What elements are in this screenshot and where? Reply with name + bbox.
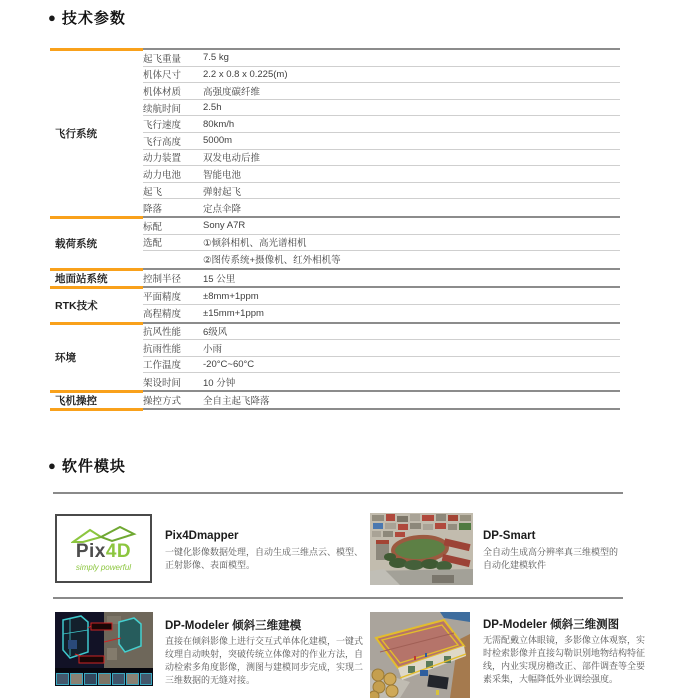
spec-param-label: 控制半径 xyxy=(143,274,182,286)
spec-value: 定点伞降 xyxy=(203,203,242,215)
spec-value: 6级风 xyxy=(203,327,228,339)
spec-value: Sony A7R xyxy=(203,220,246,232)
spec-value: ±15mm+1ppm xyxy=(203,307,264,319)
dp-modeler-mapping-image xyxy=(370,612,470,698)
spec-row xyxy=(143,324,620,341)
software-title: DP-Modeler 倾斜三维建模 xyxy=(165,620,302,632)
bullet-icon: ● xyxy=(48,458,56,473)
spec-param-label: 机体尺寸 xyxy=(143,70,182,82)
spec-param-label: 续航时间 xyxy=(143,103,182,115)
spec-value: -20°C~60°C xyxy=(203,358,255,370)
spec-category-label: 环境 xyxy=(50,322,143,390)
software-description: 无需配戴立体眼镜，多影像立体观察，实时检索影像并直接勾勒识别地物结构特征线，内业实现房檐改正、部件调查等全要素采集，大幅降低外业调绘强度。 xyxy=(483,635,646,684)
dp-modeler-modeling-screenshot xyxy=(55,612,153,686)
spec-param-label: 降落 xyxy=(143,203,163,215)
pix4d-tagline: simply powerful xyxy=(75,562,132,572)
software-description: 一键化影像数据处理，自动生成三维点云、模型、正射影像、表面模型。 xyxy=(165,547,364,570)
spec-row xyxy=(143,116,620,133)
spec-section xyxy=(50,390,620,409)
spec-value: 2.2 x 0.8 x 0.225(m) xyxy=(203,68,288,80)
spec-category-label: 载荷系统 xyxy=(50,216,143,268)
software-title: DP-Modeler 倾斜三维测图 xyxy=(483,619,620,631)
spec-value: 弹射起飞 xyxy=(203,186,242,198)
spec-section xyxy=(50,268,620,287)
spec-row xyxy=(143,67,620,84)
spec-row xyxy=(143,270,620,287)
pix4d-logo-image xyxy=(55,514,152,583)
spec-param-label: 抗风性能 xyxy=(143,327,182,339)
spec-value: ①倾斜相机、高光谱相机 xyxy=(203,238,307,250)
spec-section xyxy=(50,48,620,216)
spec-param-label: 架设时间 xyxy=(143,377,182,389)
software-modules-heading xyxy=(48,455,126,476)
spec-value: 7.5 kg xyxy=(203,52,229,64)
spec-param-label: 操控方式 xyxy=(143,396,182,408)
spec-value: 10 分钟 xyxy=(203,377,236,389)
software-title: DP-Smart xyxy=(483,530,536,542)
spec-value: ±8mm+1ppm xyxy=(203,290,259,302)
spec-value: ②图传系统+摄像机、红外相机等 xyxy=(203,255,341,267)
spec-param-label: 机体材质 xyxy=(143,86,182,98)
spec-row xyxy=(143,133,620,150)
spec-row xyxy=(143,288,620,305)
spec-param-label: 平面精度 xyxy=(143,292,182,304)
spec-row xyxy=(143,100,620,117)
spec-param-label: 工作温度 xyxy=(143,360,182,372)
spec-row xyxy=(143,83,620,100)
spec-param-label: 动力电池 xyxy=(143,169,182,181)
spec-param-label: 起飞 xyxy=(143,186,163,198)
bullet-icon: ● xyxy=(48,10,56,25)
pix4d-brand-text: Pix4D xyxy=(75,540,132,562)
spec-value: 全自主起飞降落 xyxy=(203,396,270,408)
tech-params-heading-label: 技术参数 xyxy=(61,10,126,27)
spec-param-label: 动力装置 xyxy=(143,153,182,165)
spec-row xyxy=(143,357,620,374)
spec-category-label: 飞行系统 xyxy=(50,48,143,216)
spec-category-label: 飞机操控 xyxy=(50,390,143,409)
spec-value: 智能电池 xyxy=(203,169,242,181)
spec-section xyxy=(50,286,620,321)
tech-params-heading xyxy=(48,7,126,28)
spec-row xyxy=(143,251,620,268)
spec-value: 5000m xyxy=(203,135,233,147)
spec-value: 15 公里 xyxy=(203,274,236,286)
software-modules-heading-label: 软件模块 xyxy=(61,458,126,475)
divider-line xyxy=(53,597,623,599)
spec-param-label: 高程精度 xyxy=(143,309,182,321)
spec-section xyxy=(50,216,620,268)
spec-value: 80km/h xyxy=(203,118,235,130)
software-title: Pix4Dmapper xyxy=(165,530,239,542)
spec-row xyxy=(143,150,620,167)
spec-value: 小雨 xyxy=(203,343,223,355)
spec-value: 2.5h xyxy=(203,102,222,114)
spec-category-label: 地面站系统 xyxy=(50,268,143,287)
spec-row xyxy=(143,183,620,200)
spec-table-bottom-border xyxy=(50,408,620,411)
spec-param-label: 选配 xyxy=(143,238,163,250)
spec-value: 高强度碳纤维 xyxy=(203,86,261,98)
spec-row xyxy=(143,218,620,235)
spec-param-label: 标配 xyxy=(143,221,163,233)
spec-section xyxy=(50,322,620,390)
dp-smart-aerial-image xyxy=(370,513,473,585)
spec-row xyxy=(143,199,620,216)
software-description: 全自动生成高分辨率真三维模型的自动化建模软件 xyxy=(483,547,619,570)
spec-value: 双发电动后推 xyxy=(203,153,261,165)
spec-row xyxy=(143,305,620,322)
spec-row xyxy=(143,392,620,409)
spec-row xyxy=(143,166,620,183)
software-description: 直接在倾斜影像上进行交互式单体化建模，一键式纹理自动映射，突破传统立体像对的作业方法，自动检索多角度影像，测图与建模同步完成，实现二三维数据的无缝对接。 xyxy=(165,636,364,685)
spec-param-label: 飞行速度 xyxy=(143,120,182,132)
divider-line xyxy=(53,492,623,494)
spec-param-label: 抗雨性能 xyxy=(143,343,182,355)
spec-row xyxy=(143,340,620,357)
spec-table xyxy=(50,48,620,411)
spec-row xyxy=(143,235,620,252)
spec-param-label: 起飞重量 xyxy=(143,53,182,65)
spec-param-label: 飞行高度 xyxy=(143,136,182,148)
spec-row xyxy=(143,50,620,67)
spec-row xyxy=(143,373,620,390)
spec-category-label: RTK技术 xyxy=(50,286,143,321)
